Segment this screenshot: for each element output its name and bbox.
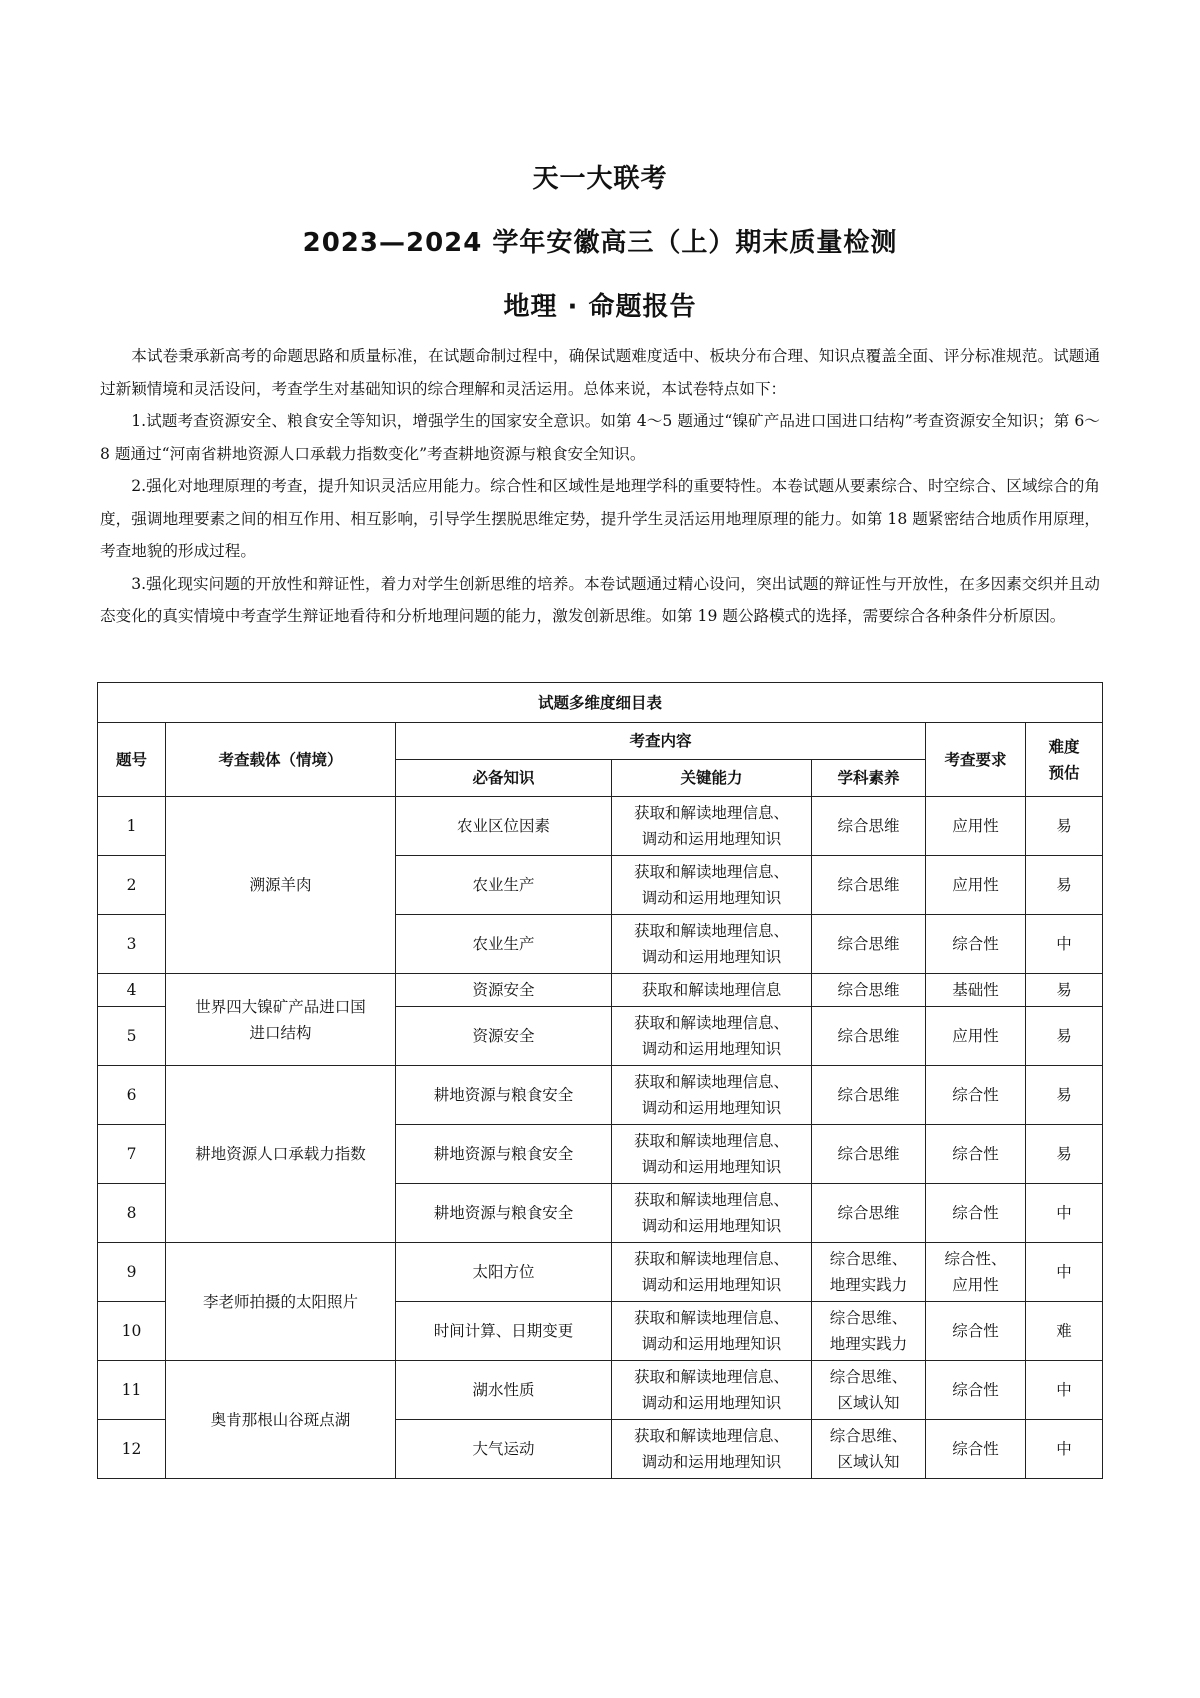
cell-literacy: [812, 1361, 926, 1420]
cell-ability: [612, 1420, 812, 1479]
cell-difficulty: 易: [1026, 1125, 1103, 1184]
cell-requirement: 综合性: [926, 1420, 1026, 1479]
intro-paragraph: 1.试题考查资源安全、粮食安全等知识，增强学生的国家安全意识。如第 4～5 题通过“镍矿产品进口国进口结构”考查资源安全知识；第 6～8 题通过“河南省耕地资源人口承载力指数变化”考查耕地资源与粮食安全知识。: [100, 412, 1100, 463]
cell-literacy: 综合思维: [812, 797, 926, 856]
cell-difficulty: 中: [1026, 1361, 1103, 1420]
cell-ability-text: 获取和解读地理信息、调动和运用地理知识: [634, 863, 790, 907]
cell-ability-text: 获取和解读地理信息、调动和运用地理知识: [634, 1191, 790, 1235]
cell-carrier: [166, 974, 396, 1066]
cell-ability: [612, 797, 812, 856]
cell-knowledge: 耕地资源与粮食安全: [396, 1125, 612, 1184]
exam-title: 2023—2024 学年安徽高三（上）期末质量检测: [302, 228, 898, 258]
cell-knowledge: 大气运动: [396, 1420, 612, 1479]
intro-paragraph: 本试卷秉承新高考的命题思路和质量标准，在试题命制过程中，确保试题难度适中、板块分布合理、知识点覆盖全面、评分标准规范。试题通过新颖情境和灵活设问，考查学生对基础知识的综合理解和灵活运用。总体来说，本试卷特点如下：: [100, 347, 1100, 398]
cell-ability: [612, 1243, 812, 1302]
header-literacy: 学科素养: [812, 760, 926, 797]
cell-ability-text: 获取和解读地理信息、调动和运用地理知识: [634, 1309, 790, 1353]
cell-num: 1: [98, 797, 166, 856]
table-row: [98, 1066, 1103, 1125]
cell-carrier: 溯源羊肉: [166, 797, 396, 974]
cell-knowledge: 太阳方位: [396, 1243, 612, 1302]
table-row: [98, 974, 1103, 1007]
cell-literacy: [812, 1243, 926, 1302]
header-knowledge: 必备知识: [396, 760, 612, 797]
cell-knowledge: 农业生产: [396, 915, 612, 974]
cell-num: 3: [98, 915, 166, 974]
cell-difficulty: 中: [1026, 1243, 1103, 1302]
cell-literacy: [812, 1302, 926, 1361]
cell-num: 10: [98, 1302, 166, 1361]
cell-carrier: 李老师拍摄的太阳照片: [166, 1243, 396, 1361]
cell-literacy-text: 综合思维、区域认知: [829, 1368, 908, 1412]
cell-ability-text: 获取和解读地理信息、调动和运用地理知识: [634, 1073, 790, 1117]
cell-num: 8: [98, 1184, 166, 1243]
cell-knowledge: 农业区位因素: [396, 797, 612, 856]
cell-num: 5: [98, 1007, 166, 1066]
cell-carrier: 奥肯那根山谷斑点湖: [166, 1361, 396, 1479]
cell-ability-text: 获取和解读地理信息、调动和运用地理知识: [634, 1250, 790, 1294]
cell-requirement: 应用性: [926, 856, 1026, 915]
cell-literacy: 综合思维: [812, 1066, 926, 1125]
cell-num: 2: [98, 856, 166, 915]
cell-knowledge: 湖水性质: [396, 1361, 612, 1420]
cell-requirement: 综合性: [926, 1361, 1026, 1420]
cell-ability: [612, 1125, 812, 1184]
cell-ability: [612, 915, 812, 974]
cell-literacy-text: 综合思维、区域认知: [829, 1427, 908, 1471]
header-difficulty-label: 难度预估: [1048, 737, 1080, 782]
header-carrier: 考查载体（情境）: [166, 723, 396, 797]
cell-difficulty: 易: [1026, 1007, 1103, 1066]
table-caption: 试题多维度细目表: [98, 683, 1103, 723]
cell-difficulty: 易: [1026, 974, 1103, 1007]
cell-knowledge: 农业生产: [396, 856, 612, 915]
cell-requirement: 基础性: [926, 974, 1026, 1007]
cell-difficulty: 中: [1026, 1184, 1103, 1243]
cell-literacy: 综合思维: [812, 856, 926, 915]
cell-ability: [612, 856, 812, 915]
intro-section: [100, 340, 1100, 633]
cell-ability-text: 获取和解读地理信息、调动和运用地理知识: [634, 1132, 790, 1176]
header-requirement: 考查要求: [926, 723, 1026, 797]
header-difficulty: [1026, 723, 1103, 797]
cell-num: 6: [98, 1066, 166, 1125]
cell-requirement: 综合性: [926, 1184, 1026, 1243]
cell-carrier-text: 世界四大镍矿产品进口国进口结构: [195, 997, 366, 1042]
report-title: 地理 · 命题报告: [503, 292, 697, 322]
intro-paragraph: 2.强化对地理原理的考查，提升知识灵活应用能力。综合性和区域性是地理学科的重要特性。本卷试题从要素综合、时空综合、区域综合的角度，强调地理要素之间的相互作用、相互影响，引导学生摆脱思维定势，提升学生灵活运用地理原理的能力。如第 18 题紧密结合地质作用原理，考查地貌的形成过程。: [100, 477, 1100, 560]
cell-num: 11: [98, 1361, 166, 1420]
cell-requirement: 综合性: [926, 1125, 1026, 1184]
cell-literacy: 综合思维: [812, 915, 926, 974]
cell-ability: [612, 1007, 812, 1066]
cell-requirement: 综合性: [926, 1302, 1026, 1361]
cell-difficulty: 易: [1026, 1066, 1103, 1125]
cell-ability-text: 获取和解读地理信息、调动和运用地理知识: [634, 804, 790, 848]
table-row: [98, 1361, 1103, 1420]
cell-knowledge: 耕地资源与粮食安全: [396, 1184, 612, 1243]
cell-literacy: 综合思维: [812, 1184, 926, 1243]
cell-num: 7: [98, 1125, 166, 1184]
cell-difficulty: 易: [1026, 856, 1103, 915]
cell-ability: [612, 1361, 812, 1420]
cell-ability: [612, 1066, 812, 1125]
header-content: 考查内容: [396, 723, 926, 760]
cell-num: 9: [98, 1243, 166, 1302]
table-row: [98, 1243, 1103, 1302]
header-num: 题号: [98, 723, 166, 797]
cell-requirement: 综合性: [926, 1066, 1026, 1125]
cell-difficulty: 中: [1026, 915, 1103, 974]
cell-carrier: 耕地资源人口承载力指数: [166, 1066, 396, 1243]
cell-ability-text: 获取和解读地理信息、调动和运用地理知识: [634, 1427, 790, 1471]
intro-paragraph: 3.强化现实问题的开放性和辩证性，着力对学生创新思维的培养。本卷试题通过精心设问，突出试题的辩证性与开放性，在多因素交织并且动态变化的真实情境中考查学生辩证地看待和分析地理问题的能力，激发创新思维。如第 19 题公路模式的选择，需要综合各种条件分析原因。: [100, 574, 1100, 625]
cell-ability-text: 获取和解读地理信息、调动和运用地理知识: [634, 1014, 790, 1058]
cell-literacy: 综合思维: [812, 1125, 926, 1184]
cell-literacy-text: 综合思维、地理实践力: [829, 1309, 908, 1353]
cell-literacy: 综合思维: [812, 1007, 926, 1066]
cell-requirement: 应用性: [926, 1007, 1026, 1066]
cell-knowledge: 时间计算、日期变更: [396, 1302, 612, 1361]
cell-literacy-text: 综合思维、地理实践力: [829, 1250, 908, 1294]
cell-difficulty: 易: [1026, 797, 1103, 856]
header-ability: 关键能力: [612, 760, 812, 797]
cell-ability: [612, 1302, 812, 1361]
table-row: [98, 797, 1103, 856]
spec-table: [97, 682, 1103, 1479]
cell-knowledge: 资源安全: [396, 974, 612, 1007]
cell-knowledge: 资源安全: [396, 1007, 612, 1066]
cell-literacy: [812, 1420, 926, 1479]
cell-requirement: 应用性: [926, 797, 1026, 856]
cell-ability-text: 获取和解读地理信息、调动和运用地理知识: [634, 1368, 790, 1412]
cell-difficulty: 难: [1026, 1302, 1103, 1361]
cell-literacy: 综合思维: [812, 974, 926, 1007]
cell-ability: 获取和解读地理信息: [612, 974, 812, 1007]
cell-num: 12: [98, 1420, 166, 1479]
exam-series-title: 天一大联考: [532, 164, 668, 194]
spec-table-wrapper: [97, 682, 1102, 1479]
cell-requirement-text: 综合性、应用性: [944, 1250, 1007, 1294]
cell-requirement: [926, 1243, 1026, 1302]
cell-requirement: 综合性: [926, 915, 1026, 974]
cell-num: 4: [98, 974, 166, 1007]
cell-difficulty: 中: [1026, 1420, 1103, 1479]
cell-ability-text: 获取和解读地理信息、调动和运用地理知识: [634, 922, 790, 966]
cell-ability: [612, 1184, 812, 1243]
cell-knowledge: 耕地资源与粮食安全: [396, 1066, 612, 1125]
